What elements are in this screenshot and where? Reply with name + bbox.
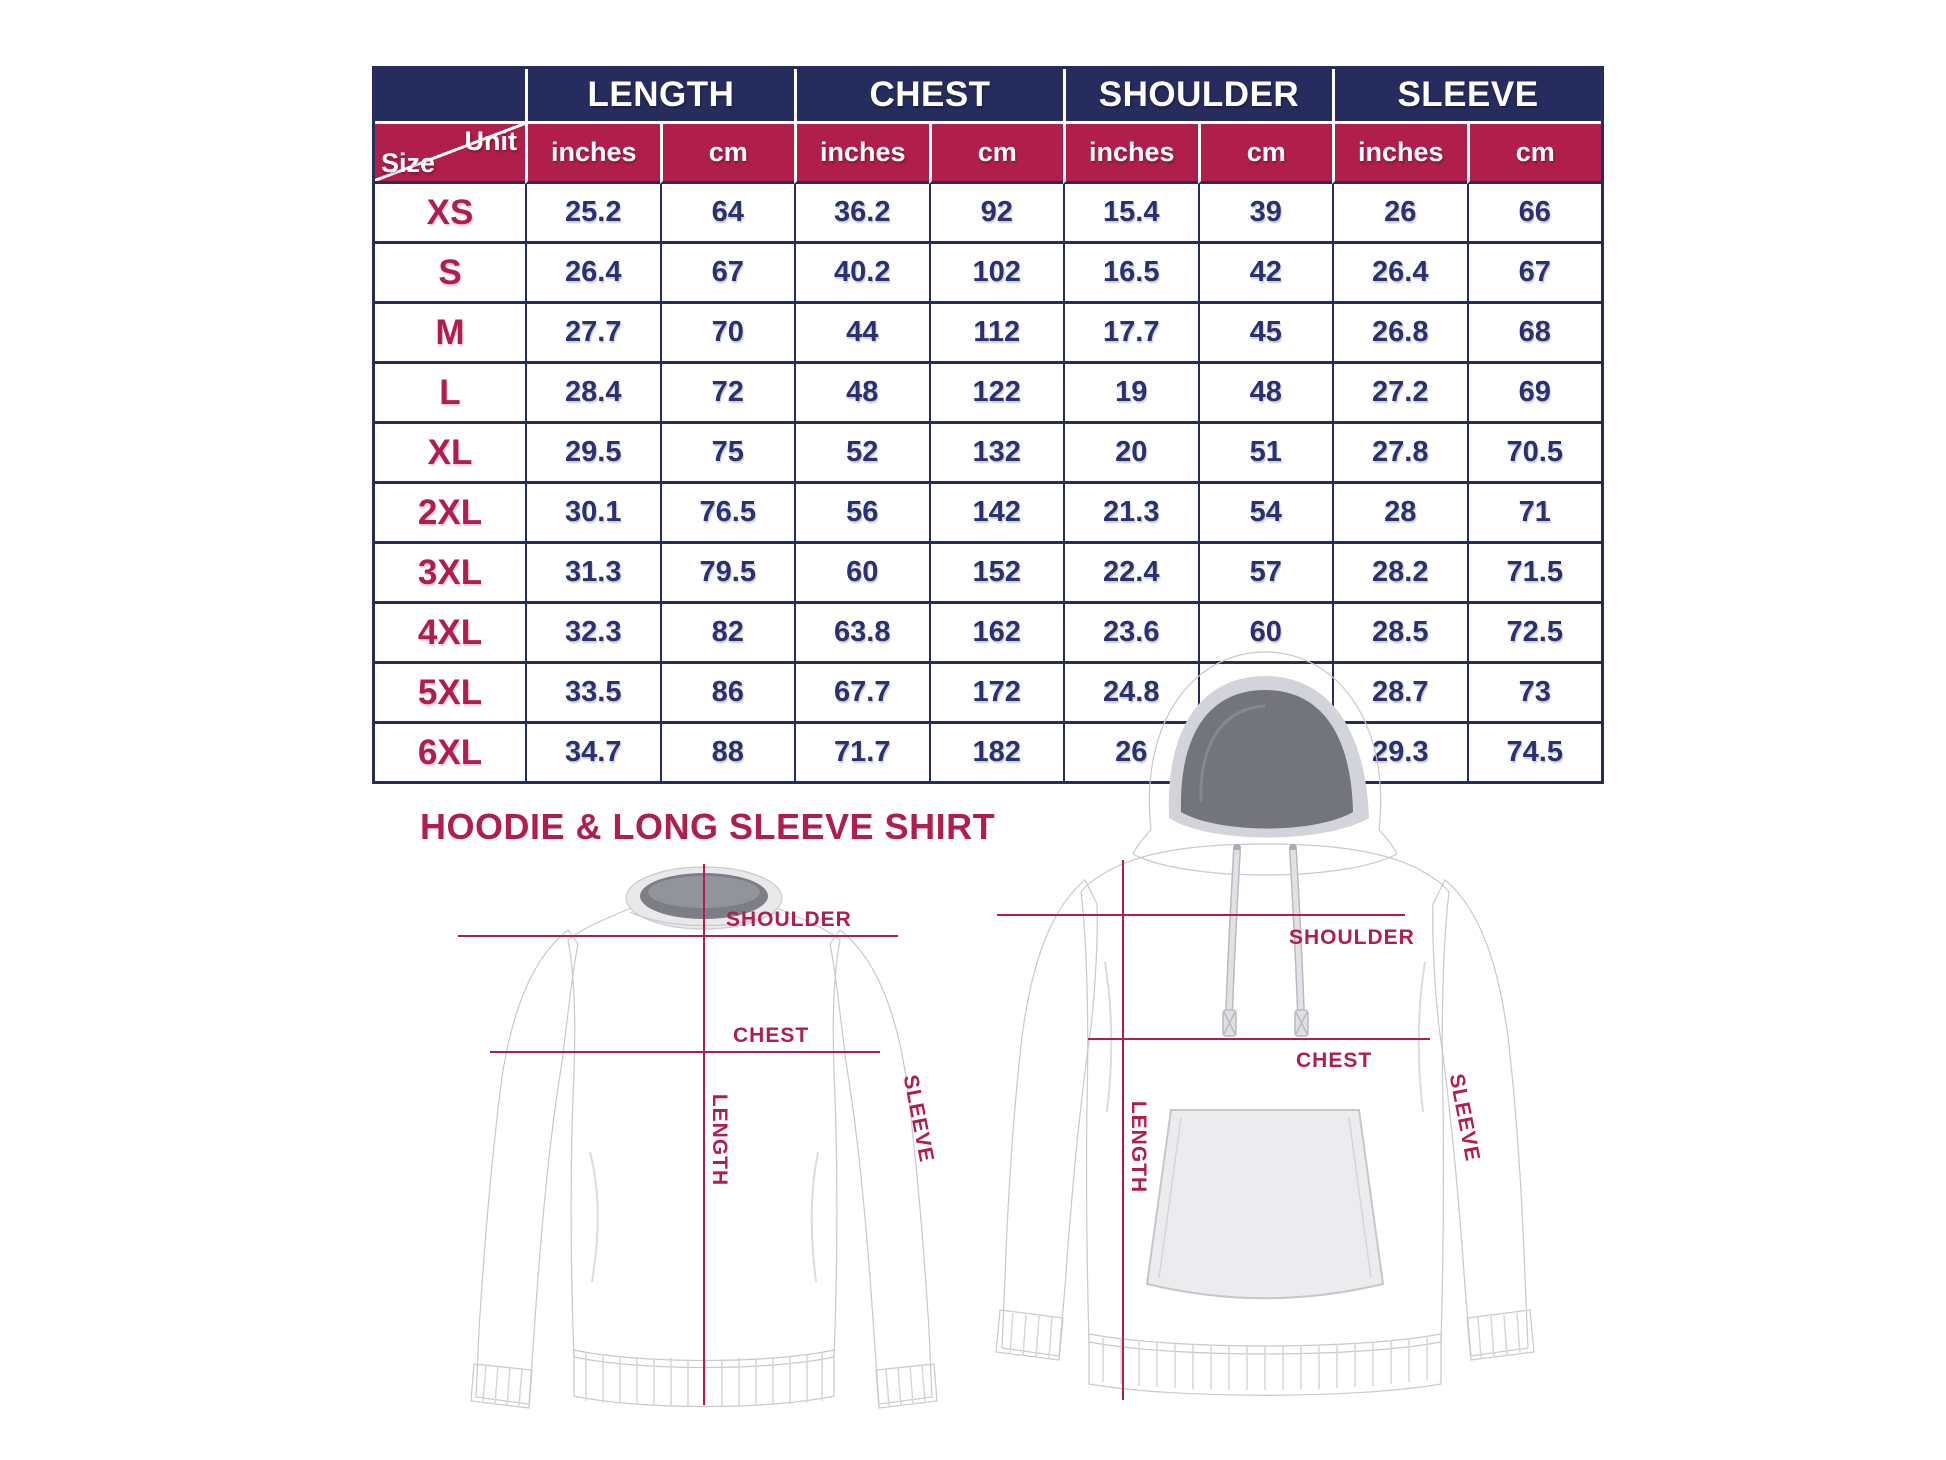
size-value-cell: 27.8	[1332, 424, 1467, 484]
long-sleeve-shirt-illustration	[428, 852, 958, 1427]
size-label: XL	[375, 424, 525, 484]
size-value-cell: 60	[1198, 604, 1333, 664]
unit-header-row	[375, 124, 1601, 184]
size-value-cell: 36.2	[794, 184, 929, 244]
column-group-length: LENGTH	[525, 69, 794, 124]
size-value-cell: 54	[1198, 484, 1333, 544]
unit-header-cell: inches	[1063, 124, 1198, 184]
size-value-cell: 142	[929, 484, 1064, 544]
size-label: 6XL	[375, 724, 525, 781]
size-label: L	[375, 364, 525, 424]
size-value-cell: 70.5	[1467, 424, 1602, 484]
size-value-cell: 76.5	[660, 484, 795, 544]
size-label: M	[375, 304, 525, 364]
column-group-sleeve: SLEEVE	[1332, 69, 1601, 124]
size-value-cell: 75	[660, 424, 795, 484]
size-value-cell: 28.2	[1332, 544, 1467, 604]
size-value-cell: 27.2	[1332, 364, 1467, 424]
table-row	[375, 424, 1601, 484]
size-value-cell: 182	[929, 724, 1064, 781]
size-value-cell: 21.3	[1063, 484, 1198, 544]
size-value-cell: 72	[660, 364, 795, 424]
size-value-cell: 34.7	[525, 724, 660, 781]
size-value-cell: 64	[660, 184, 795, 244]
size-value-cell: 26	[1063, 724, 1198, 781]
unit-size-corner-cell	[375, 124, 525, 184]
hoodie-length-label: LENGTH	[1127, 1100, 1150, 1194]
size-value-cell: 69	[1467, 364, 1602, 424]
size-value-cell: 112	[929, 304, 1064, 364]
size-value-cell: 31.3	[525, 544, 660, 604]
size-value-cell: 67	[660, 244, 795, 304]
size-value-cell: 33.5	[525, 664, 660, 724]
section-title: HOODIE & LONG SLEEVE SHIRT	[420, 806, 996, 847]
hoodie-shoulder-label: SHOULDER	[1289, 926, 1415, 949]
size-value-cell: 27.7	[525, 304, 660, 364]
unit-header-cell: cm	[660, 124, 795, 184]
size-value-cell: 132	[929, 424, 1064, 484]
size-value-cell: 56	[794, 484, 929, 544]
size-value-cell: 23.6	[1063, 604, 1198, 664]
size-value-cell: 51	[1198, 424, 1333, 484]
size-value-cell: 24.8	[1063, 664, 1198, 724]
size-value-cell: 26.4	[1332, 244, 1467, 304]
size-value-cell: 40.2	[794, 244, 929, 304]
size-value-cell: 74.5	[1467, 724, 1602, 781]
size-value-cell: 26.8	[1332, 304, 1467, 364]
size-value-cell: 82	[660, 604, 795, 664]
size-value-cell: 72.5	[1467, 604, 1602, 664]
size-value-cell: 152	[929, 544, 1064, 604]
size-value-cell: 28	[1332, 484, 1467, 544]
unit-header-cell: inches	[794, 124, 929, 184]
size-value-cell: 32.3	[525, 604, 660, 664]
size-label: 5XL	[375, 664, 525, 724]
size-label: 4XL	[375, 604, 525, 664]
corner-blank-cell	[375, 69, 525, 124]
size-value-cell: 26	[1332, 184, 1467, 244]
size-value-cell: 39	[1198, 184, 1333, 244]
size-value-cell: 67.7	[794, 664, 929, 724]
table-row	[375, 364, 1601, 424]
size-label: XS	[375, 184, 525, 244]
unit-corner-label: Unit	[464, 126, 517, 156]
shirt-sleeve-label: SLEEVE	[898, 1072, 939, 1165]
size-value-cell: 79.5	[660, 544, 795, 604]
unit-header-cell: cm	[929, 124, 1064, 184]
size-value-cell: 29.5	[525, 424, 660, 484]
size-value-cell: 20	[1063, 424, 1198, 484]
size-value-cell: 48	[794, 364, 929, 424]
size-value-cell: 86	[660, 664, 795, 724]
size-value-cell: 92	[929, 184, 1064, 244]
hoodie-sleeve-label: SLEEVE	[1444, 1071, 1485, 1164]
table-row	[375, 184, 1601, 244]
hoodie-graphic	[996, 652, 1534, 1395]
size-value-cell: 66	[1467, 184, 1602, 244]
size-value-cell: 60	[794, 544, 929, 604]
table-row	[375, 544, 1601, 604]
size-value-cell: 17.7	[1063, 304, 1198, 364]
size-value-cell: 102	[929, 244, 1064, 304]
shirt-shoulder-label: SHOULDER	[726, 908, 852, 931]
size-value-cell: 16.5	[1063, 244, 1198, 304]
size-value-cell: 52	[794, 424, 929, 484]
size-value-cell: 42	[1198, 244, 1333, 304]
size-value-cell: 22.4	[1063, 544, 1198, 604]
size-value-cell: 122	[929, 364, 1064, 424]
size-value-cell: 15.4	[1063, 184, 1198, 244]
shirt-chest-label: CHEST	[733, 1024, 810, 1047]
size-value-cell: 73	[1467, 664, 1602, 724]
size-value-cell: 70	[660, 304, 795, 364]
measure-group-header-row	[375, 69, 1601, 124]
size-corner-label: Size	[381, 148, 436, 178]
column-group-shoulder: SHOULDER	[1063, 69, 1332, 124]
size-value-cell: 19	[1063, 364, 1198, 424]
size-value-cell: 71.5	[1467, 544, 1602, 604]
table-row	[375, 484, 1601, 544]
unit-header-cell: inches	[525, 124, 660, 184]
size-value-cell: 57	[1198, 544, 1333, 604]
size-value-cell: 28.7	[1332, 664, 1467, 724]
size-value-cell: 28.5	[1332, 604, 1467, 664]
size-value-cell: 26.4	[525, 244, 660, 304]
table-row	[375, 304, 1601, 364]
unit-header-cell: cm	[1198, 124, 1333, 184]
unit-header-cell: inches	[1332, 124, 1467, 184]
size-value-cell: 30.1	[525, 484, 660, 544]
shirt-length-label: LENGTH	[708, 1093, 731, 1187]
size-value-cell: 44	[794, 304, 929, 364]
size-value-cell: 88	[660, 724, 795, 781]
shirt-measurements	[458, 864, 938, 1405]
size-value-cell: 29.3	[1332, 724, 1467, 781]
size-value-cell: 25.2	[525, 184, 660, 244]
size-value-cell: 71.7	[794, 724, 929, 781]
size-value-cell: 45	[1198, 304, 1333, 364]
size-value-cell: 162	[929, 604, 1064, 664]
size-value-cell: 67	[1467, 244, 1602, 304]
column-group-chest: CHEST	[794, 69, 1063, 124]
size-value-cell: 172	[929, 664, 1064, 724]
size-value-cell: 63.8	[794, 604, 929, 664]
size-label: 2XL	[375, 484, 525, 544]
size-label: S	[375, 244, 525, 304]
size-value-cell: 48	[1198, 364, 1333, 424]
size-value-cell: 68	[1467, 304, 1602, 364]
size-value-cell: 71	[1467, 484, 1602, 544]
unit-header-cell: cm	[1467, 124, 1602, 184]
table-row	[375, 244, 1601, 304]
hoodie-chest-label: CHEST	[1296, 1049, 1373, 1072]
size-label: 3XL	[375, 544, 525, 604]
hoodie-illustration	[985, 642, 1545, 1422]
size-value-cell: 28.4	[525, 364, 660, 424]
